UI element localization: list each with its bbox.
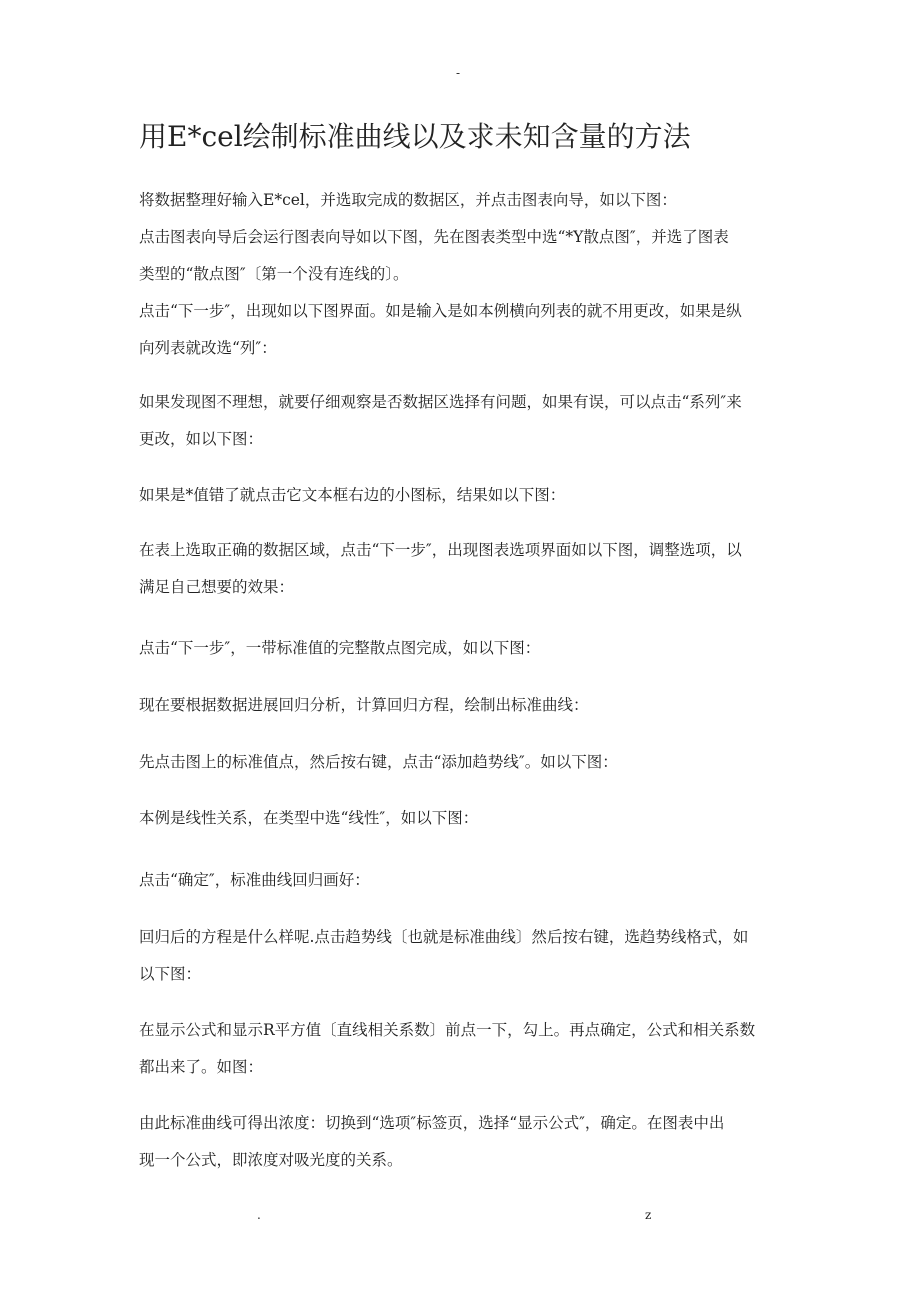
paragraph-line: 向列表就改选“列″：: [139, 339, 277, 357]
paragraph-line: 如果是*值错了就点击它文本框右边的小图标，结果如以下图：: [139, 486, 566, 504]
paragraph: [139, 182, 789, 219]
paragraph: [139, 384, 789, 458]
paragraph: [139, 1105, 789, 1179]
footer-right-mark: z: [645, 1208, 652, 1222]
paragraph-line: 点击图表向导后会运行图表向导如以下图，先在图表类型中选“*Y散点图″，并选了图表: [139, 228, 729, 246]
paragraph: [139, 532, 789, 606]
paragraph-line: 本例是线性关系，在类型中选“线性″，如以下图：: [139, 809, 479, 827]
paragraph-line: 现在要根据数据进展回归分析，计算回归方程，绘制出标准曲线：: [139, 696, 589, 714]
paragraph-line: 现一个公式，即浓度对吸光度的关系。: [139, 1151, 403, 1169]
document-title: 用E*cel绘制标准曲线以及求未知含量的方法: [139, 120, 691, 153]
paragraph: [139, 919, 789, 993]
paragraph-line: 在表上选取正确的数据区域，点击“下一步″，出现图表选项界面如以下图，调整选项，以: [139, 541, 742, 559]
paragraph: [139, 687, 789, 724]
paragraph-line: 更改，如以下图：: [139, 430, 264, 448]
paragraph-line: 如果发现图不理想，就要仔细观察是否数据区选择有问题，如果有误，可以点击“系列″来: [139, 393, 742, 411]
paragraph-line: 以下图：: [139, 965, 202, 983]
paragraph: [139, 477, 789, 514]
paragraph-line: 回归后的方程是什么样呢.点击趋势线〔也就是标准曲线〕然后按右键，选趋势线格式，如: [139, 928, 749, 946]
paragraph: [139, 630, 789, 667]
paragraph-line: 在显示公式和显示R平方值〔直线相关系数〕前点一下，勾上。再点确定，公式和相关系数: [139, 1021, 756, 1039]
paragraph: [139, 862, 789, 899]
paragraph-line: 都出来了。如图：: [139, 1058, 264, 1076]
footer-left-mark: .: [257, 1208, 261, 1222]
paragraph-line: 先点击图上的标准值点，然后按右键，点击“添加趋势线″。如以下图：: [139, 753, 618, 771]
paragraph-line: 由此标准曲线可得出浓度：切换到“选项″标签页，选择“显示公式″，确定。在图表中出: [139, 1114, 725, 1132]
paragraph-line: 点击“下一步″，出现如以下图界面。如是输入是如本例横向列表的就不用更改，如果是纵: [139, 302, 742, 320]
header-mark: -: [456, 66, 461, 80]
paragraph-line: 点击“下一步″，一带标准值的完整散点图完成，如以下图：: [139, 639, 541, 657]
paragraph-line: 点击“确定″，标准曲线回归画好：: [139, 871, 370, 889]
paragraph: [139, 744, 789, 781]
paragraph: [139, 219, 789, 293]
paragraph-line: 类型的“散点图″〔第一个没有连线的〕。: [139, 265, 409, 283]
paragraph: [139, 1012, 789, 1086]
paragraph: [139, 293, 789, 367]
paragraph-line: 满足自己想要的效果：: [139, 578, 295, 596]
paragraph: [139, 800, 789, 837]
paragraph-line: 将数据整理好输入E*cel，并选取完成的数据区，并点击图表向导，如以下图：: [139, 191, 677, 209]
